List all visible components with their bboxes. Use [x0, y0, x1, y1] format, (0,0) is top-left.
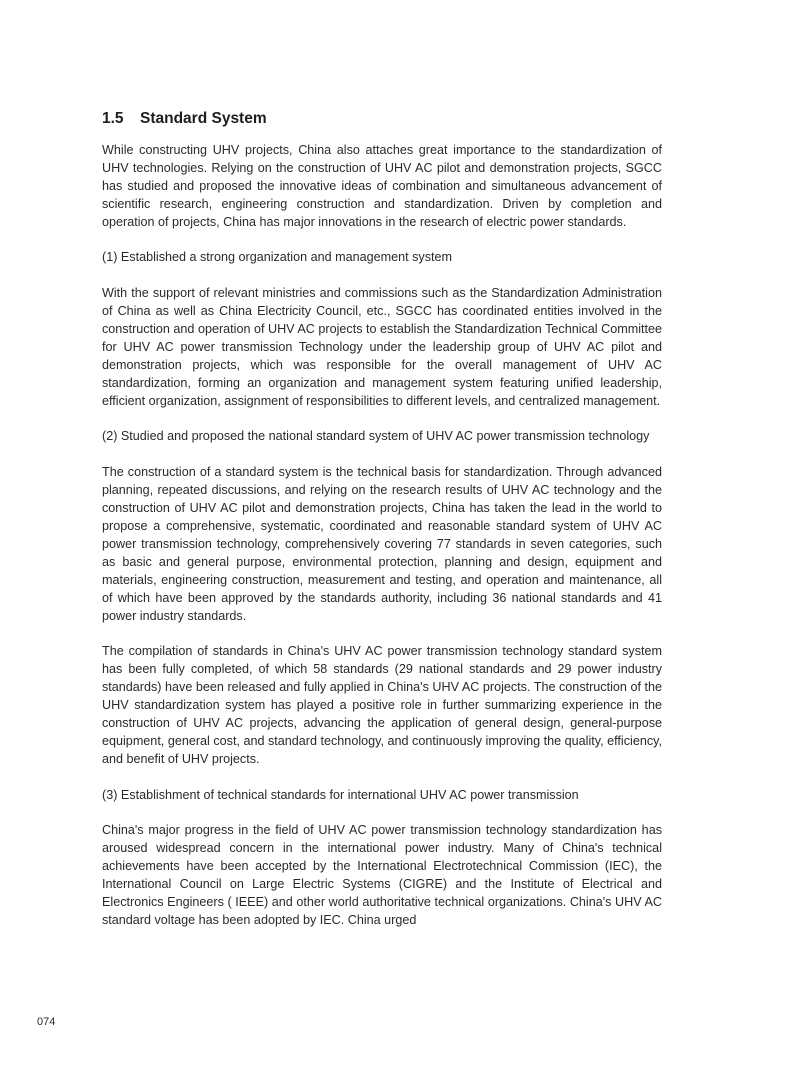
section-title: Standard System: [140, 110, 267, 127]
subheading-3: (3) Establishment of technical standards for international UHV AC power transmission: [102, 787, 579, 802]
page-content: [102, 110, 662, 948]
page-number: 074: [37, 1016, 56, 1028]
paragraph-international: China's major progress in the field of UHV AC power transmission technology standardization has aroused widespread concern in the international power industry. Many of China's technical achievements have been accepted by the International Electrotechnical Commission (IEC), the International Council on Large Electric Systems (CIGRE) and the Institute of Electrical and Electronics Engineers ( IEEE) and other world authoritative technical organizations. China's UHV AC standard voltage has been adopted by IEC. China urged: [102, 823, 662, 927]
subheading-2: (2) Studied and proposed the national standard system of UHV AC power transmission technology: [102, 429, 650, 444]
paragraph-standard-system: The construction of a standard system is the technical basis for standardization. Through advanced planning, repeated discussions, and relying on the research results of UHV AC technology and the construction of UHV AC pilot and demonstration projects, China has taken the lead in the world to propose a comprehensive, systematic, coordinated and reasonable standard system of UHV AC power transmission technology, comprehensively covering 77 standards in seven categories, such as basic and general purpose, environmental protection, planning and design, equipment and materials, engineering construction, measurement and testing, and operation and maintenance, all of which have been approved by the standards authority, including 36 national standards and 41 power industry standards.: [102, 465, 662, 623]
subheading-1: (1) Established a strong organization and management system: [102, 250, 453, 265]
paragraph-compilation: The compilation of standards in China's UHV AC power transmission technology standard system has been fully completed, of which 58 standards (29 national standards and 29 power industry standards) have been released and fully applied in China's UHV AC projects. The construction of the UHV standardization system has played a positive role in further summarizing experience in the construction of UHV AC projects, advancing the application of general design, general-purpose equipment, general cost, and standard technology, and continuously improving the quality, efficiency, and benefit of UHV projects.: [102, 644, 662, 766]
paragraph-organization: With the support of relevant ministries and commissions such as the Standardization Administration of China as well as China Electricity Council, etc., SGCC has coordinated entities involved in the construction and operation of UHV AC projects to establish the Standardization Technical Committee for UHV AC power transmission Technology under the leadership group of UHV AC pilot and demonstration projects, which was responsible for the overall management of UHV AC standardization, forming an organization and management system featuring unified leadership, efficient organization, assignment of responsibilities to different levels, and centralized management.: [102, 286, 662, 408]
intro-paragraph: While constructing UHV projects, China also attaches great importance to the standardization of UHV technologies. Relying on the construction of UHV AC pilot and demonstration projects, SGCC has studied and proposed the innovative ideas of combination and simultaneous advancement of scientific research, engineering construction and standardization. Driven by completion and operation of projects, China has major innovations in the research of electric power standards.: [102, 143, 662, 229]
section-heading: [102, 110, 662, 128]
section-number: 1.5: [102, 110, 124, 127]
